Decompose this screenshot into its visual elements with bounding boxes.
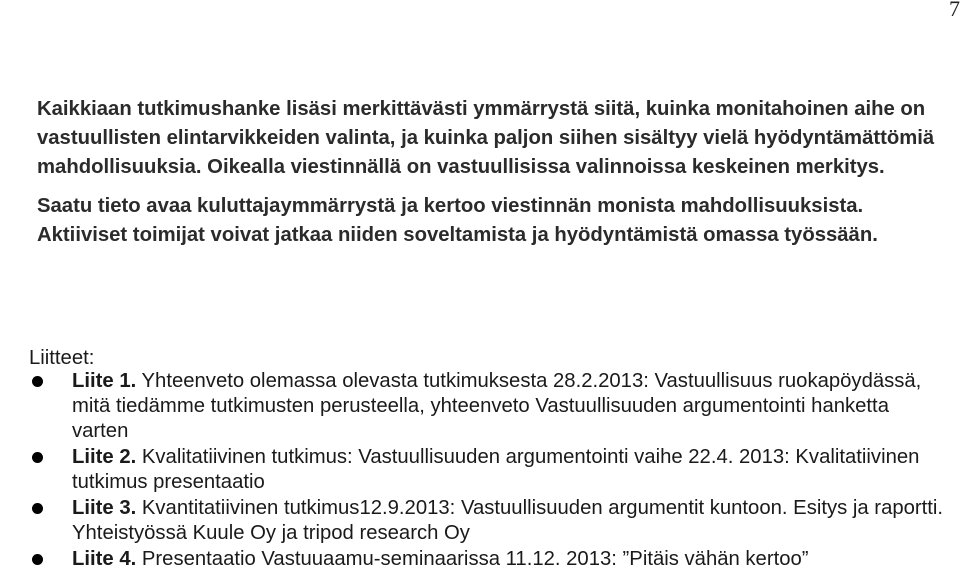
bullet-icon [32, 503, 43, 514]
attachments-heading: Liitteet: [29, 347, 95, 369]
attachment-label: Liite 2. [72, 446, 137, 468]
attachments-list [29, 369, 949, 573]
attachment-label: Liite 1. [72, 370, 137, 392]
attachment-label: Liite 3. [72, 497, 137, 519]
bullet-icon [32, 376, 43, 387]
attachment-text: Kvantitatiivinen tutkimus12.9.2013: Vastuullisuuden argumentit kuntoon. Esitys ja raportti. Yhteistyössä Kuule Oy ja tripod research Oy [72, 497, 944, 544]
page-number: 7 [949, 0, 960, 21]
summary-paragraph: Kaikkiaan tutkimushanke lisäsi merkittävästi ymmärrystä siitä, kuinka monitahoinen aihe on vastuullisten elintarvikkeiden valinta, ja kuinka paljon siihen sisältyy vielä hyödyntämättömiä mahdollisuuksia. Oikealla viestinnällä on vastuullisissa valinnoissa keskeinen merkitys. [37, 98, 935, 178]
conclusion-paragraph: Saatu tieto avaa kuluttajaymmärrystä ja kertoo viestinnän monista mahdollisuuksista. Aktiiviset toimijat voivat jatkaa niiden soveltamista ja hyödyntämistä omassa työssään. [37, 195, 878, 246]
bullet-icon [32, 452, 43, 463]
attachment-text: Kvalitatiivinen tutkimus: Vastuullisuuden argumentointi vaihe 22.4. 2013: Kvalitatiivinen tutkimus presentaatio [72, 446, 920, 493]
bullet-icon [32, 554, 43, 565]
attachment-item-4 [29, 547, 949, 572]
attachment-item-3 [29, 496, 949, 546]
attachment-text: Yhteenveto olemassa olevasta tutkimuksesta 28.2.2013: Vastuullisuus ruokapöydässä, mitä tiedämme tutkimusten perusteella, yhteenveto Vastuullisuuden argumentointi hanketta varten [72, 370, 922, 442]
attachment-label: Liite 4. [72, 548, 137, 570]
document-body [37, 95, 942, 250]
attachment-item-1 [29, 369, 949, 444]
attachment-text: Presentaatio Vastuuaamu-seminaarissa 11.12. 2013: ”Pitäis vähän kertoo” [141, 548, 809, 570]
attachment-item-2 [29, 445, 949, 495]
